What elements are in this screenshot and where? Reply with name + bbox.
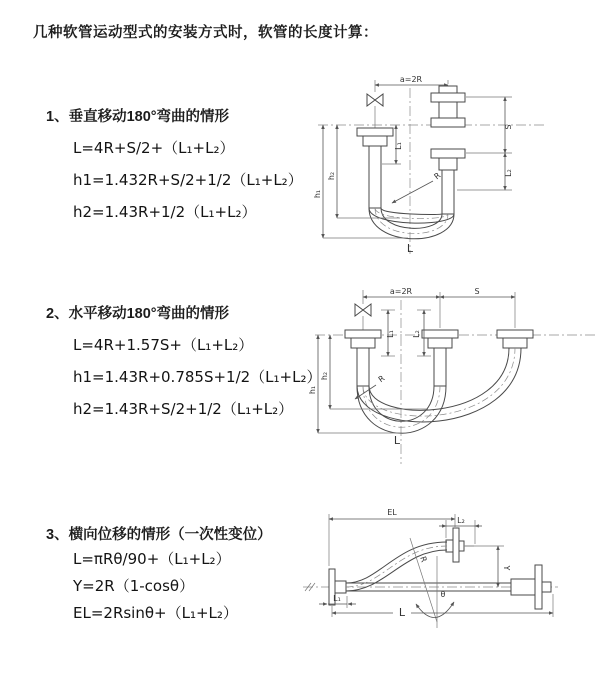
section-1-formula-L: L=4R+S/2+（L₁+L₂） bbox=[73, 139, 235, 157]
d1-label-l1: L₁ bbox=[394, 142, 403, 150]
d2-middle-flange bbox=[422, 330, 458, 386]
d2-label-h2: h₂ bbox=[320, 371, 329, 381]
section-1-formula-h1: h1=1.432R+S/2+1/2（L₁+L₂） bbox=[73, 171, 303, 189]
d3-label-l: L bbox=[398, 606, 406, 619]
d2-label-r: R bbox=[376, 373, 387, 385]
d3-label-l1: L₁ bbox=[333, 594, 341, 603]
d2-label-s: S bbox=[474, 287, 480, 296]
d1-valve-icon bbox=[367, 94, 383, 128]
d3-l2-dimension bbox=[439, 516, 482, 544]
d1-label-s: S bbox=[504, 124, 513, 130]
d2-valve-icon bbox=[355, 304, 371, 330]
section-2-formula-h1: h1=1.43R+0.785S+1/2（L₁+L₂） bbox=[73, 368, 322, 386]
d2-right-flange bbox=[497, 330, 533, 348]
section-3-formula-EL: EL=2Rsinθ+（L₁+L₂） bbox=[73, 604, 238, 622]
d2-top-dimension bbox=[363, 287, 515, 328]
d2-label-l: L bbox=[393, 434, 401, 447]
section-1-formula-h2: h2=1.43R+1/2（L₁+L₂） bbox=[73, 203, 257, 221]
d3-upper-flange bbox=[446, 528, 474, 562]
section-2-formula-L: L=4R+1.57S+（L₁+L₂） bbox=[73, 336, 254, 354]
d2-label-l2: L₂ bbox=[412, 330, 421, 338]
d1-top-dimension bbox=[375, 75, 448, 92]
d2-left-flange bbox=[345, 330, 381, 386]
d3-label-l2: L₂ bbox=[457, 516, 465, 525]
d1-right-flange-upper bbox=[431, 86, 465, 127]
d3-l1-dimension bbox=[319, 594, 356, 608]
d2-label-h1: h₁ bbox=[308, 385, 317, 395]
page-title: 几种软管运动型式的安装方式时，软管的长度计算： bbox=[33, 25, 378, 41]
d3-label-el: EL bbox=[387, 508, 397, 517]
section-1-heading: 1、垂直移动180°弯曲的情形 bbox=[46, 109, 230, 125]
d1-label-r: R bbox=[432, 170, 443, 182]
d3-hose-curved bbox=[346, 542, 447, 591]
d3-right-flange bbox=[511, 565, 551, 609]
section-2-formula-h2: h2=1.43R+S/2+1/2（L₁+L₂） bbox=[73, 400, 294, 418]
d3-el-dimension bbox=[329, 508, 455, 566]
section-3-formula-Y: Y=2R（1-cosθ） bbox=[73, 577, 195, 595]
d1-left-flange bbox=[357, 128, 393, 208]
d1-label-span: a=2R bbox=[399, 75, 423, 84]
section-3-heading: 3、横向位移的情形（一次性变位） bbox=[46, 527, 272, 543]
diagram-lateral-displacement bbox=[295, 500, 600, 670]
d1-label-h2: h₂ bbox=[327, 171, 336, 181]
d3-y-dimension bbox=[465, 546, 511, 587]
d2-label-l1: L₁ bbox=[386, 330, 395, 338]
d3-label-y: Y bbox=[502, 565, 511, 571]
d2-label-span: a=2R bbox=[389, 287, 413, 296]
d3-label-theta: θ bbox=[440, 590, 446, 599]
diagram-horizontal-move-180-bend bbox=[300, 278, 600, 468]
d1-label-l: L bbox=[406, 242, 414, 255]
d1-hose-curves bbox=[369, 208, 454, 239]
d1-label-l2: L₂ bbox=[504, 169, 513, 177]
section-2-heading: 2、水平移动180°弯曲的情形 bbox=[46, 306, 230, 322]
d1-radius-leader bbox=[392, 171, 443, 203]
d1-right-flange-lower bbox=[431, 149, 465, 214]
d1-label-h1: h₁ bbox=[313, 189, 322, 199]
section-3-formula-L: L=πRθ/90+（L₁+L₂） bbox=[73, 550, 231, 568]
d1-right-dimensions bbox=[457, 97, 513, 190]
d3-label-r: R bbox=[418, 555, 429, 564]
diagram-vertical-move-180-bend bbox=[300, 72, 590, 262]
